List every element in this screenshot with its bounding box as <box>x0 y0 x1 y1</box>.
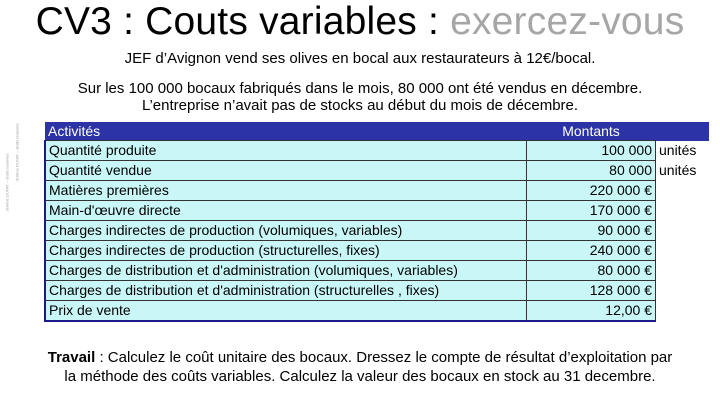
row-value: 100 000 <box>527 141 656 161</box>
header-activites: Activités <box>45 122 527 141</box>
row-label: Charges indirectes de production (structurelles, fixes) <box>45 241 527 261</box>
work-label: Travail <box>47 349 96 366</box>
work-instructions <box>0 348 720 386</box>
row-label: Prix de vente <box>45 301 527 322</box>
row-label: Quantité vendue <box>45 161 527 181</box>
table-row <box>45 201 709 221</box>
slide-title <box>0 0 720 44</box>
row-unit <box>656 241 710 261</box>
copyright-note-2: Jérôme DUVAT – droits réservés <box>14 123 20 182</box>
row-label: Quantité produite <box>45 141 527 161</box>
row-unit <box>656 261 710 281</box>
table-row <box>45 301 709 322</box>
row-value: 80 000 € <box>527 261 656 281</box>
row-unit <box>656 221 710 241</box>
row-unit <box>656 181 710 201</box>
table-row <box>45 161 709 181</box>
title-main: CV3 : Couts variables : <box>35 0 451 43</box>
row-value: 220 000 € <box>527 181 656 201</box>
row-label: Charges de distribution et d'administration (volumiques, variables) <box>45 261 527 281</box>
row-value: 240 000 € <box>527 241 656 261</box>
row-unit <box>656 201 710 221</box>
copyright-note: Jérôme DUVAT – droits réservés <box>4 153 10 212</box>
intro-line-3: L’entreprise n’avait pas de stocks au début du mois de décembre. <box>141 97 579 114</box>
row-value: 170 000 € <box>527 201 656 221</box>
work-text-1: : Calculez le coût unitaire des bocaux. Dressez le compte de résultat d’exploitation par <box>95 349 673 366</box>
row-value: 12,00 € <box>527 301 656 322</box>
row-unit <box>656 301 710 322</box>
row-value: 90 000 € <box>527 221 656 241</box>
row-value: 128 000 € <box>527 281 656 301</box>
row-label: Main-d'œuvre directe <box>45 201 527 221</box>
intro-line-2: Sur les 100 000 bocaux fabriqués dans le mois, 80 000 ont été vendus en décembre. <box>77 80 643 97</box>
table-row <box>45 181 709 201</box>
table-row <box>45 241 709 261</box>
title-accent: exercez-vous <box>450 0 685 43</box>
table-row <box>45 281 709 301</box>
table-row <box>45 221 709 241</box>
work-line-2: la méthode des coûts variables. Calculez la valeur des bocaux en stock au 31 decembre. <box>64 368 656 385</box>
work-line-1 <box>0 348 720 367</box>
row-value: 80 000 <box>527 161 656 181</box>
row-label: Matières premières <box>45 181 527 201</box>
table-header-row <box>45 122 709 141</box>
data-table <box>44 122 710 322</box>
row-unit <box>656 281 710 301</box>
intro-line-1: JEF d’Avignon vend ses olives en bocal aux restaurateurs à 12€/bocal. <box>124 50 596 67</box>
header-montants: Montants <box>527 122 656 141</box>
row-label: Charges de distribution et d'administration (structurelles , fixes) <box>45 281 527 301</box>
row-label: Charges indirectes de production (volumiques, variables) <box>45 221 527 241</box>
row-unit: unités <box>656 161 710 181</box>
table-row <box>45 261 709 281</box>
table-row <box>45 141 709 161</box>
row-unit: unités <box>656 141 710 161</box>
header-blank <box>656 122 710 141</box>
